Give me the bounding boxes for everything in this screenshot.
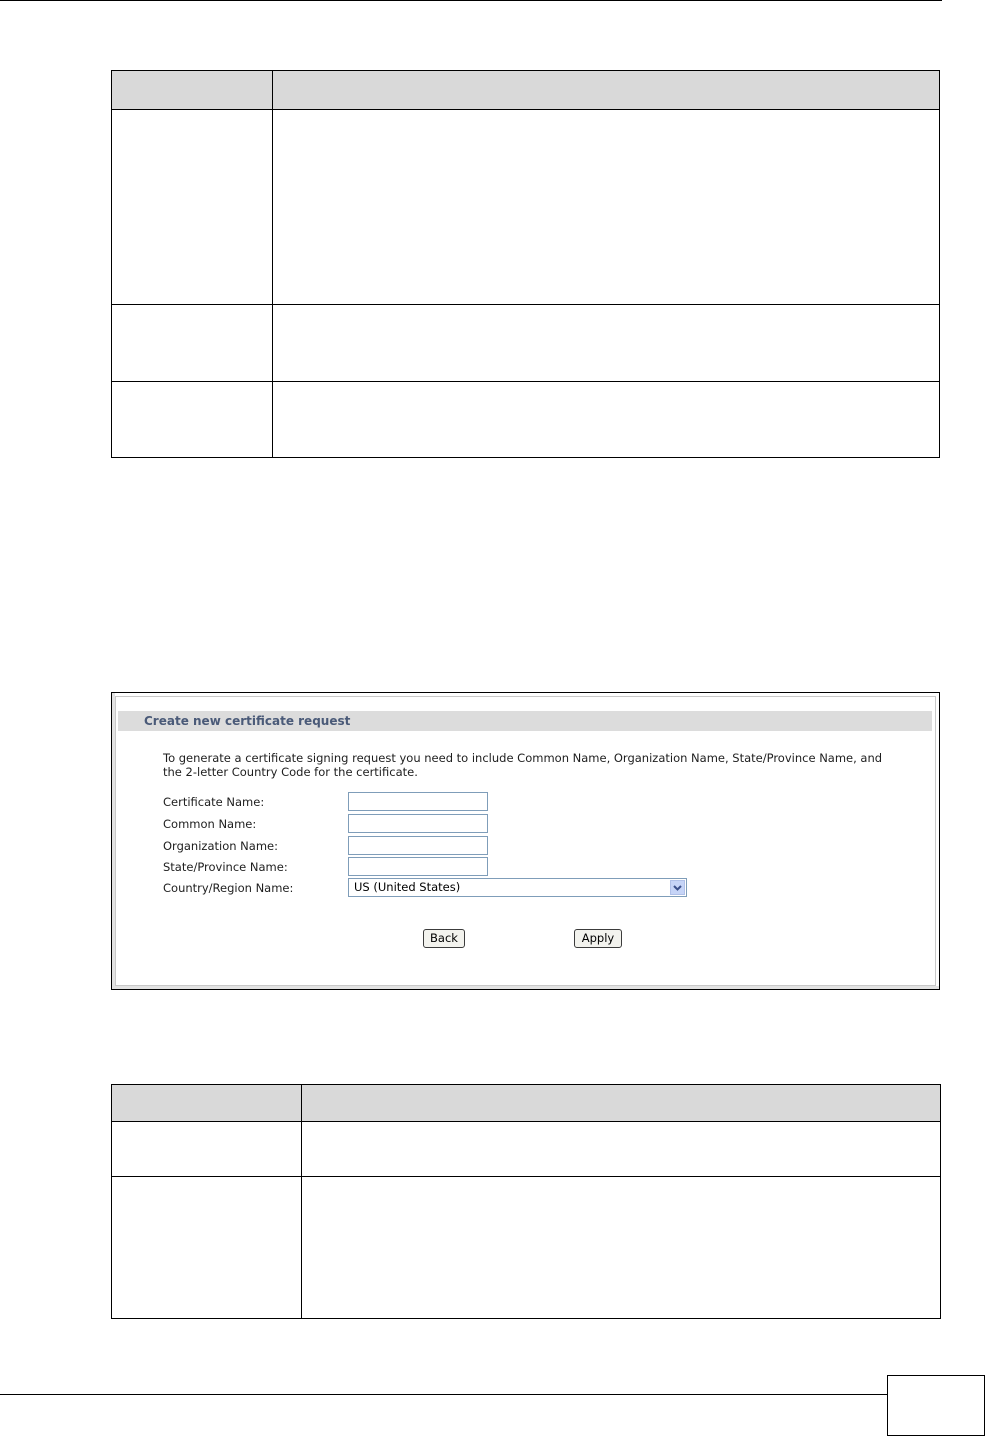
certificate-request-screenshot <box>111 692 940 990</box>
table-header-cell <box>112 1085 302 1122</box>
table-header-row <box>112 1085 941 1122</box>
table-cell <box>112 382 273 458</box>
table-row <box>112 110 940 305</box>
table-header-cell <box>112 71 273 110</box>
table-cell <box>273 305 940 382</box>
chevron-down-icon[interactable] <box>670 880 685 895</box>
country-region-label: Country/Region Name: <box>163 881 294 895</box>
state-province-label: State/Province Name: <box>163 860 288 874</box>
field-description-table-2 <box>111 1084 941 1319</box>
table-cell <box>302 1122 941 1177</box>
country-selected-value: US (United States) <box>354 880 461 894</box>
footer-rule <box>0 1394 887 1395</box>
table-cell <box>112 1177 302 1319</box>
table-cell <box>112 305 273 382</box>
common-name-input[interactable] <box>348 814 488 833</box>
table-row <box>112 1122 941 1177</box>
table-cell <box>112 1122 302 1177</box>
organization-name-label: Organization Name: <box>163 839 278 853</box>
page-number-box <box>887 1375 985 1436</box>
back-button[interactable]: Back <box>423 929 465 948</box>
table-header-cell <box>273 71 940 110</box>
table-cell <box>273 382 940 458</box>
country-region-select[interactable] <box>348 878 687 897</box>
table-row <box>112 1177 941 1319</box>
common-name-label: Common Name: <box>163 817 257 831</box>
certificate-name-input[interactable] <box>348 792 488 811</box>
state-province-input[interactable] <box>348 857 488 876</box>
table-cell <box>302 1177 941 1319</box>
certificate-name-label: Certificate Name: <box>163 795 265 809</box>
apply-button[interactable]: Apply <box>574 929 622 948</box>
frame-border <box>112 986 939 989</box>
frame-border <box>112 693 115 989</box>
table-cell <box>273 110 940 305</box>
table-cell <box>112 110 273 305</box>
header-rule <box>0 0 942 1</box>
table-row <box>112 305 940 382</box>
table-header-row <box>112 71 940 110</box>
table-header-cell <box>302 1085 941 1122</box>
field-description-table <box>111 70 940 458</box>
dialog-title: Create new certificate request <box>118 711 932 731</box>
organization-name-input[interactable] <box>348 836 488 855</box>
table-row <box>112 382 940 458</box>
dialog-description: To generate a certificate signing request you need to include Common Name, Organization Name, State/Province Name, and the 2-letter Country Code for the certificate. <box>163 751 883 779</box>
